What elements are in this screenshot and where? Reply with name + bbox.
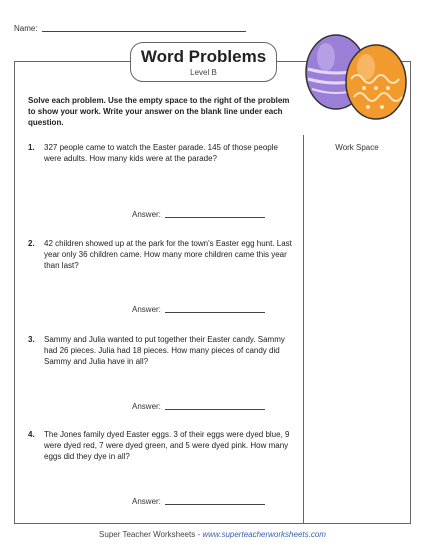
answer-label: Answer: — [132, 402, 161, 411]
footer-site-name: Super Teacher Worksheets — [99, 530, 196, 539]
answer-blank-line[interactable] — [165, 312, 265, 313]
answer-label: Answer: — [132, 497, 161, 506]
footer-separator: - — [195, 530, 203, 539]
name-field — [14, 24, 246, 33]
name-label: Name: — [14, 24, 38, 33]
name-blank-line[interactable] — [42, 31, 246, 32]
answer-3 — [132, 402, 265, 411]
question-4 — [28, 429, 296, 462]
easter-eggs-illustration — [296, 27, 416, 127]
question-number: 4. — [28, 430, 35, 439]
answer-2 — [132, 305, 265, 314]
footer-url-link[interactable]: www.superteacherworksheets.com — [202, 530, 326, 539]
question-text: The Jones family dyed Easter eggs. 3 of their eggs were dyed blue, 9 were dyed red, 7 were dyed green, and 5 were dyed pink. How many eggs did they dye in all? — [44, 430, 290, 461]
answer-blank-line[interactable] — [165, 217, 265, 218]
answer-1 — [132, 210, 265, 219]
answer-4 — [132, 497, 265, 506]
question-text: 327 people came to watch the Easter parade. 145 of those people were adults. How many kids were at the parade? — [44, 143, 278, 163]
footer — [0, 530, 425, 539]
title-box — [130, 42, 277, 82]
instructions: Solve each problem. Use the empty space to the right of the problem to show your work. Write your answer on the blank line under each question. — [28, 96, 290, 127]
question-number: 2. — [28, 239, 35, 248]
question-1 — [28, 142, 296, 164]
question-number: 1. — [28, 143, 35, 152]
question-3 — [28, 334, 296, 367]
answer-blank-line[interactable] — [165, 409, 265, 410]
question-number: 3. — [28, 335, 35, 344]
answer-label: Answer: — [132, 210, 161, 219]
answer-label: Answer: — [132, 305, 161, 314]
level-subtitle: Level B — [190, 68, 217, 77]
orange-easter-egg-icon — [346, 45, 406, 119]
answer-blank-line[interactable] — [165, 504, 265, 505]
question-text: Sammy and Julia wanted to put together their Easter candy. Sammy had 26 pieces. Julia had 18 pieces. How many pieces of candy did Sammy and Julia have in all? — [44, 335, 285, 366]
question-text: 42 children showed up at the park for the town's Easter egg hunt. Last year only 36 children came. How many more children came this year than last? — [44, 239, 292, 270]
question-2 — [28, 238, 296, 271]
work-space-label: Work Space — [335, 143, 379, 152]
work-space-divider — [303, 135, 304, 523]
page-title: Word Problems — [140, 47, 267, 66]
